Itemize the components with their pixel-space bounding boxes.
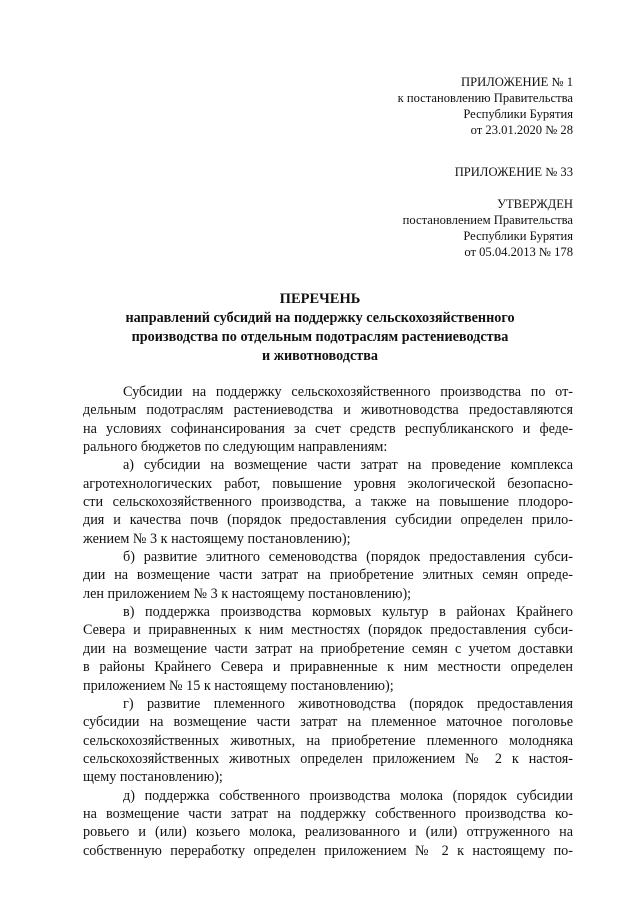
body-line: Субсидии на поддержку сельскохозяйственного производства по от- [123,384,573,400]
title-line-1: направлений субсидий на поддержку сельскохозяйственного [125,310,515,326]
document-title [0,290,640,366]
body-line: дельным подотраслям растениеводства и животноводства предоставляются [83,402,573,419]
approved-line-3: Республики Бурятия [463,229,573,243]
approved-title: УТВЕРЖДЕН [497,197,573,211]
appendix-33-title: ПРИЛОЖЕНИЕ № 33 [454,165,573,179]
title-line-2: производства по отдельным подотраслям растениеводства [131,329,509,345]
title-main: ПЕРЕЧЕНЬ [279,291,361,307]
title-line-3: и животноводства [262,348,378,364]
body-line: г) развитие племенного животноводства (порядок предоставления [123,695,573,712]
body-line: на возмещение части затрат на поддержку собственного производства ко- [83,805,573,822]
approved-line-2: постановлением Правительства [402,213,573,227]
approved-date: от 05.04.2013 № 178 [464,245,573,259]
body-line: д) поддержка собственного производства молока (порядок субсидии [123,787,573,804]
appendix-33-header [455,164,573,180]
body-line: субсидии на возмещение части затрат на племенное маточное поголовье [83,714,573,731]
body-line: Севера и приравненных к ним местностях (порядок предоставления субси- [83,622,573,639]
appendix-1-header [398,74,573,138]
appendix-1-title: ПРИЛОЖЕНИЕ № 1 [461,75,573,89]
body-line: дии на возмещение части затрат на приобретение семян с учетом доставки [83,640,573,657]
body-line: агротехнологических работ, повышение уровня экологической безопасно- [83,475,573,492]
body-line: дия и качества почв (порядок предоставления субсидии определен прило- [83,512,573,529]
body-line: а) субсидии на возмещение части затрат на проведение комплекса [123,457,573,474]
body-line: лен приложением № 3 к настоящему постановлению); [83,585,412,602]
body-line: на условиях софинансирования за счет средств республиканского и феде- [83,420,573,437]
body-line: рального бюджетов по следующим направлениям: [83,439,388,456]
appendix-1-line-2: к постановлению Правительства [397,91,573,105]
body-line: собственную переработку определен приложением № 2 к настоящему по- [83,842,573,859]
body-line: щему постановлению); [83,769,223,786]
body-line: сельскохозяйственных животных определен приложением № 2 к настоя- [83,750,573,767]
body-line: сельскохозяйственных животных, на приобретение племенного молодняка [83,732,573,749]
body-line: дии на возмещение части затрат на приобретение элитных семян опреде- [83,567,573,584]
body-line: ровьего и (или) козьего молока, реализованного и (или) отгруженного на [83,824,573,841]
appendix-1-date: от 23.01.2020 № 28 [470,123,573,137]
body-line: сти сельскохозяйственного производства, а также на повышение плодоро- [83,494,573,511]
body-line: в) поддержка производства кормовых культур в районах Крайнего [123,604,573,621]
body-line: приложением № 15 к настоящему постановлению); [83,677,394,694]
body-line: б) развитие элитного семеноводства (порядок предоставления субси- [123,549,573,566]
body-line: в районы Крайнего Севера и приравненные к ним местности определен [83,659,573,676]
document-body [83,383,573,860]
approved-header [403,196,573,260]
appendix-1-line-3: Республики Бурятия [463,107,573,121]
body-line: жением № 3 к настоящему постановлению); [83,530,351,547]
